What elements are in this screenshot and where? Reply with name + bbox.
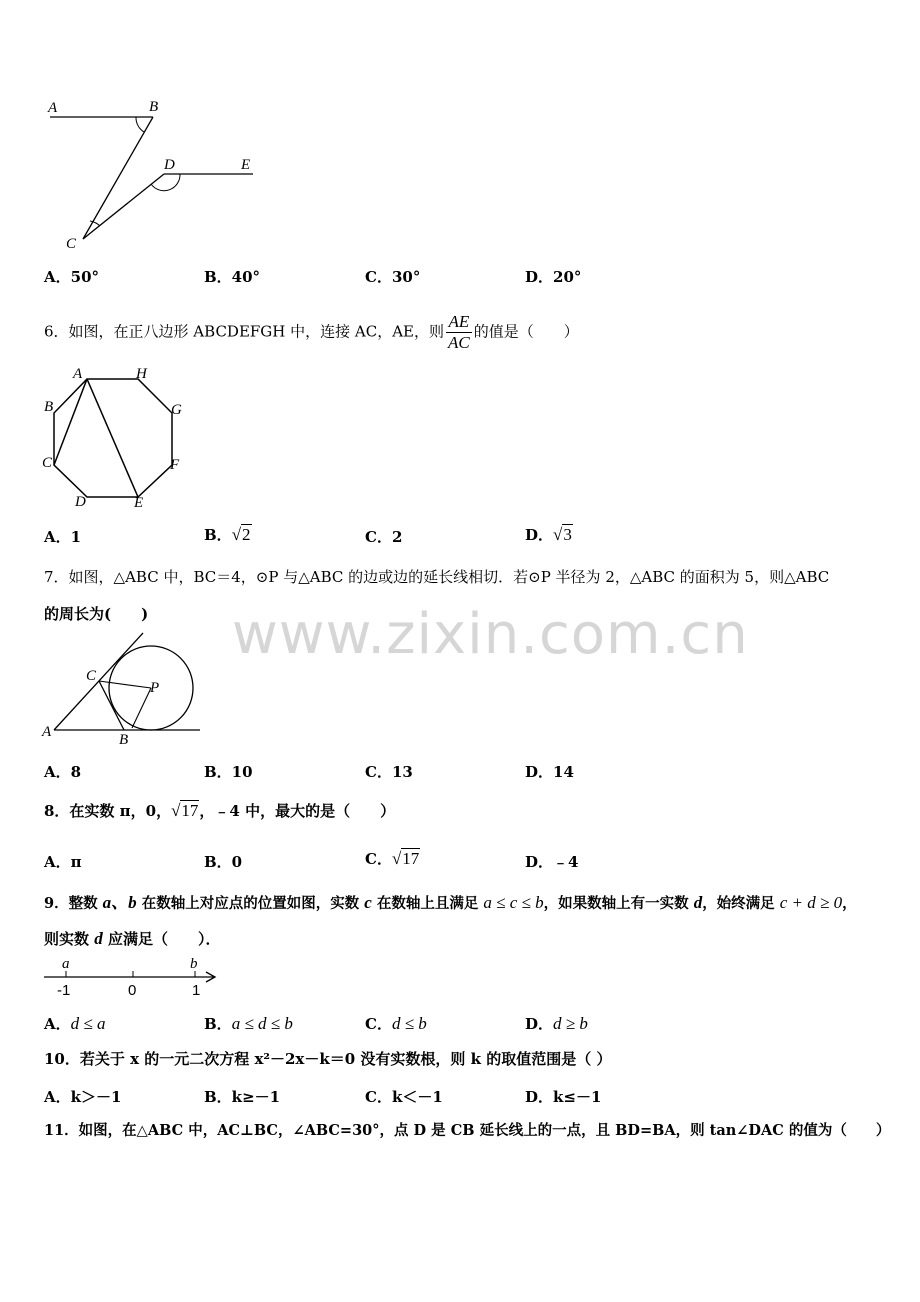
q6-question: [44, 312, 579, 353]
q6-label-c: C: [42, 455, 53, 471]
watermark: www.zixin.com.cn: [232, 602, 749, 667]
q5-label-d: D: [164, 157, 175, 173]
q8-option-b: B．0: [204, 853, 243, 871]
q7-option-d: D．14: [525, 763, 574, 781]
q9-option-b: B．a ≤ d ≤ b: [204, 1014, 293, 1033]
q10-option-a: A．k＞－1: [44, 1088, 122, 1106]
q9-question-line2: 则实数 d 应满足（ ）．: [44, 929, 221, 948]
q8-option-c: C．√17: [365, 849, 420, 868]
q6-label-g: G: [171, 402, 182, 418]
q6-octagon-figure: [40, 362, 190, 512]
q10-question: 10．若关于 x 的一元二次方程 x²－2x－k＝0 没有实数根，则 k 的取值范围是（ ）: [44, 1050, 612, 1068]
q9-tick-neg1: -1: [57, 982, 71, 999]
q6-frac-numerator: AE: [446, 312, 472, 333]
q5-option-c: C．30°: [365, 268, 421, 286]
q8-text-pre: 8．在实数 π，0，: [44, 802, 172, 820]
q5-angle-figure: [40, 92, 270, 257]
q9-label-a: a: [62, 956, 70, 972]
q9-number-line: [40, 955, 225, 1000]
q6-label-b: B: [44, 399, 54, 415]
q5-label-e: E: [241, 157, 251, 173]
q7-option-b: B．10: [204, 763, 253, 781]
q6-frac-denominator: AC: [448, 333, 470, 352]
q9-option-a: A．d ≤ a: [44, 1014, 106, 1033]
q7-label-b: B: [119, 732, 129, 748]
q6-option-c: C．2: [365, 528, 403, 546]
q7-question-line2: 的周长为( ): [44, 605, 149, 623]
q9-option-d: D．d ≥ b: [525, 1014, 588, 1033]
q10-option-d: D．k≤－1: [525, 1088, 602, 1106]
q9-option-c: C．d ≤ b: [365, 1014, 427, 1033]
q6-fraction: [446, 312, 472, 353]
q9-label-b: b: [190, 956, 198, 972]
q7-triangle-circle-figure: [40, 628, 205, 748]
q6-text-pre: 6．如图，在正八边形 ABCDEFGH 中，连接 AC，AE，则: [44, 322, 444, 341]
q6-label-f: F: [170, 457, 180, 473]
q9-tick-1: 1: [192, 982, 201, 999]
q5-label-c: C: [66, 236, 77, 252]
q7-question-line1: 7．如图，△ABC 中，BC＝4，⊙P 与△ABC 的边或边的延长线相切．若⊙P 半径为 2，△ABC 的面积为 5，则△ABC: [44, 568, 830, 586]
q8-text-post: ，﹣4 中，最大的是（ ）: [199, 802, 396, 820]
q5-label-b: B: [149, 99, 159, 115]
q7-label-c: C: [86, 668, 97, 684]
q6-label-d: D: [75, 494, 86, 510]
q6-label-h: H: [136, 366, 147, 382]
q8-option-a: A．π: [44, 853, 82, 871]
q9-question-line1: 9．整数 a、b 在数轴上对应点的位置如图，实数 c 在数轴上且满足 a ≤ c ≤ b，如果数轴上有一实数 d，始终满足 c + d ≥ 0，: [44, 893, 857, 912]
q8-sqrt: √17: [171, 801, 199, 820]
q7-label-a: A: [42, 724, 52, 740]
q8-option-d: D．﹣4: [525, 853, 579, 871]
q6-text-post: 的值是（ ）: [473, 322, 579, 341]
q6-label-a: A: [73, 366, 83, 382]
q8-question: [44, 801, 395, 821]
q6-label-e: E: [134, 495, 144, 511]
q6-option-b: B．√2: [204, 525, 251, 544]
q7-option-c: C．13: [365, 763, 413, 781]
q9-tick-0: 0: [128, 982, 137, 999]
q10-option-b: B．k≥－1: [204, 1088, 281, 1106]
q5-option-a: A．50°: [44, 268, 100, 286]
q7-label-p: P: [150, 680, 160, 696]
q5-option-d: D．20°: [525, 268, 582, 286]
q10-option-c: C．k＜－1: [365, 1088, 443, 1106]
q11-question: 11．如图，在△ABC 中，AC⊥BC，∠ABC=30°，点 D 是 CB 延长线上的一点，且 BD=BA，则 tan∠DAC 的值为（ ）: [44, 1122, 891, 1139]
q6-option-d: D．√3: [525, 525, 572, 544]
q7-option-a: A．8: [44, 763, 82, 781]
q6-option-a: A．1: [44, 528, 82, 546]
q5-label-a: A: [48, 100, 58, 116]
q5-option-b: B．40°: [204, 268, 261, 286]
